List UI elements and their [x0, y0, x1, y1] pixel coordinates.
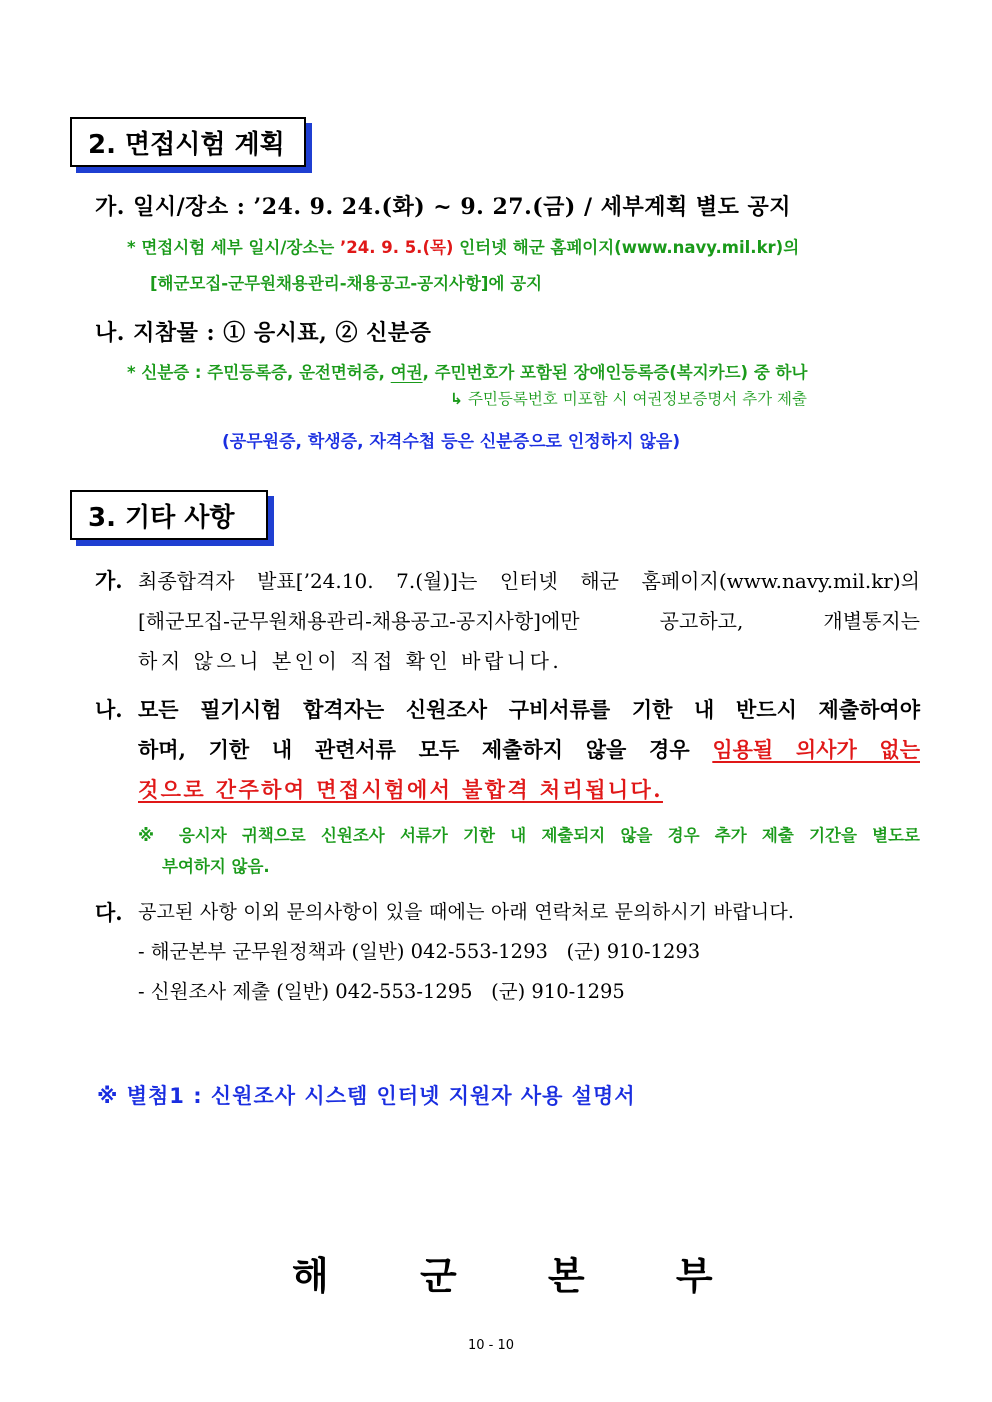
- item-na-marker: 나.: [95, 697, 123, 722]
- schedule-note-prefix: * 면접시험 세부 일시/장소는: [127, 238, 340, 257]
- arrow-icon: ↳: [450, 390, 463, 408]
- issuer-signature: 해 군 본 부: [292, 1253, 713, 1298]
- id-exclusion-note: (공무원증, 학생증, 자격수첩 등은 신분증으로 인정하지 않음): [222, 432, 681, 452]
- document-submission-line2-a: 하며, 기한 내 관련서류 모두 제출하지 않을 경우: [138, 737, 713, 762]
- submission-note-line2: 부여하지 않음.: [162, 857, 270, 876]
- page-number: 10 - 10: [468, 1338, 515, 1353]
- items-to-bring-line: 나. 지참물 : ① 응시표, ② 신분증: [95, 320, 432, 346]
- schedule-note-line2: [해군모집-군무원채용관리-채용공고-공지사항]에 공지: [150, 274, 543, 293]
- result-announcement-line1: 최종합격자 발표[’24.10. 7.(월)]는 인터넷 해군 홈페이지(www.navy.mil.kr)의: [138, 569, 920, 593]
- document-submission-warning-a: 임용될 의사가 없는: [712, 737, 920, 762]
- submission-note-line1: ※ 응시자 귀책으로 신원조사 서류가 기한 내 제출되지 않을 경우 추가 제출 기간을 별도로: [138, 826, 920, 845]
- id-note-prefix: * 신분증 : 주민등록증, 운전면허증,: [127, 363, 391, 382]
- schedule-line: 가. 일시/장소 : ’24. 9. 24.(화) ~ 9. 27.(금) / 세부계획 별도 공지: [95, 194, 792, 220]
- schedule-note-suffix: 인터넷 해군 홈페이지(www.navy.mil.kr)의: [453, 238, 800, 257]
- section-2-heading: [70, 117, 306, 167]
- document-submission-warning-b: 것으로 간주하여 면접시험에서 불합격 처리됩니다.: [138, 777, 663, 802]
- result-announcement-line3: 하지 않으니 본인이 직접 확인 바랍니다.: [138, 649, 563, 673]
- schedule-note-date: ’24. 9. 5.(목): [339, 238, 454, 257]
- contact-policy-division: - 해군본부 군무원정책과 (일반) 042-553-1293 (군) 910-1293: [138, 940, 701, 963]
- passport-note-text: 주민등록번호 미포함 시 여권정보증명서 추가 제출: [467, 390, 808, 408]
- contact-background-check: - 신원조사 제출 (일반) 042-553-1295 (군) 910-1295: [138, 980, 625, 1003]
- item-da-marker: 다.: [95, 900, 123, 925]
- item-ga-marker: 가.: [95, 568, 123, 593]
- document-submission-line1: 모든 필기시험 합격자는 신원조사 구비서류를 기한 내 반드시 제출하여야: [138, 697, 920, 722]
- passport-note: [450, 387, 807, 409]
- id-note-line: [127, 359, 807, 383]
- attachment-line: ※ 별첨1 : 신원조사 시스템 인터넷 지원자 사용 설명서: [97, 1084, 636, 1108]
- result-announcement-line2: [해군모집-군무원채용관리-채용공고-공지사항]에만 공고하고, 개별통지는: [138, 609, 920, 633]
- id-note-passport: 여권: [390, 363, 423, 382]
- section-3-heading: [70, 490, 268, 540]
- section-2-title: 2. 면접시험 계획: [88, 129, 285, 160]
- schedule-note-line1: [127, 234, 799, 258]
- document-submission-line2: [138, 734, 920, 764]
- section-3-title: 3. 기타 사항: [88, 502, 235, 533]
- id-note-suffix: , 주민번호가 포함된 장애인등록증(복지카드) 중 하나: [422, 363, 808, 382]
- inquiry-line: 공고된 사항 이외 문의사항이 있을 때에는 아래 연락처로 문의하시기 바랍니다.: [138, 901, 795, 923]
